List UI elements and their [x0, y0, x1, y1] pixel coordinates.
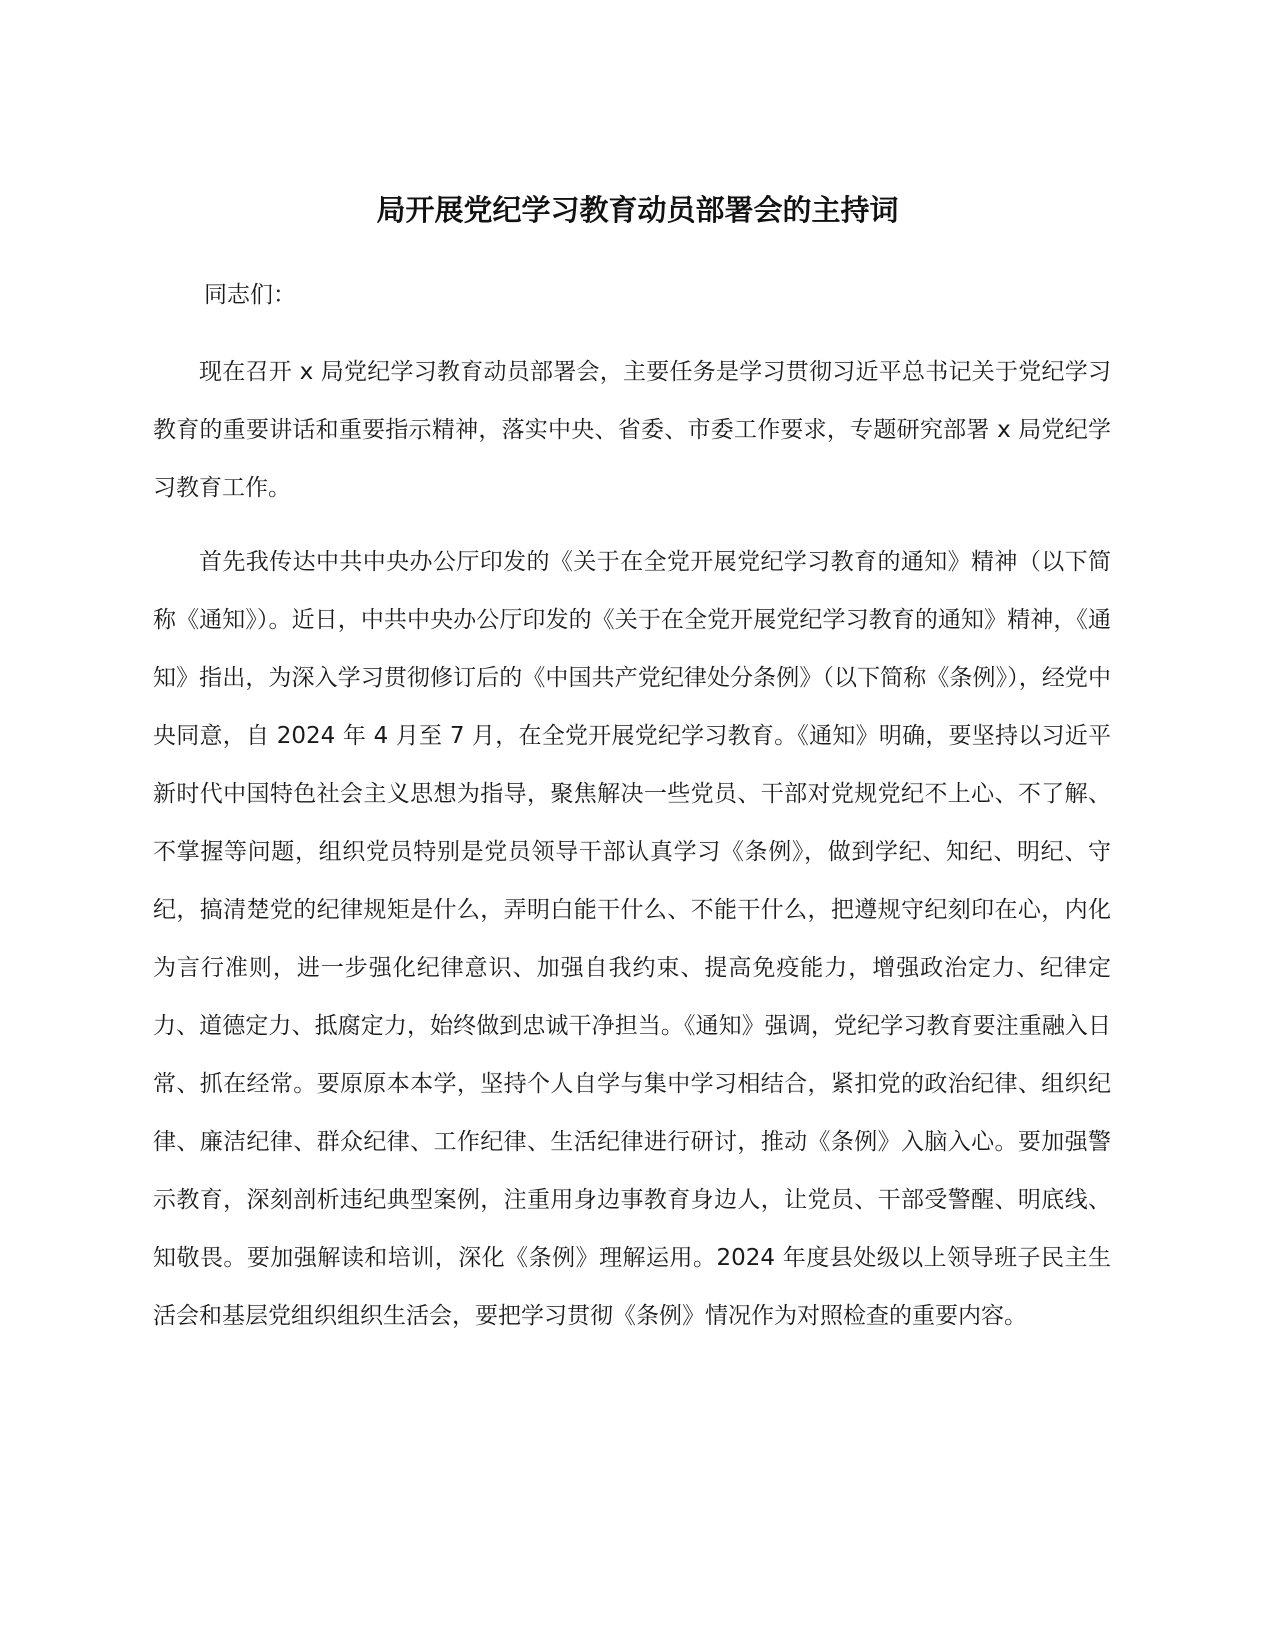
- paragraph-opening: 现在召开 x 局党纪学习教育动员部署会，主要任务是学习贯彻习近平总书记关于党纪学习教育的重要讲话和重要指示精神，落实中央、省委、市委工作要求，专题研究部署 x 局党纪学习教育工作。: [153, 359, 1111, 501]
- paragraph-notice: 首先我传达中共中央办公厅印发的《关于在全党开展党纪学习教育的通知》精神（以下简称《通知》）。近日，中共中央办公厅印发的《关于在全党开展党纪学习教育的通知》精神，《通知》指出，为深入学习贯彻修订后的《中国共产党纪律处分条例》（以下简称《条例》），经党中央同意，自 2024 年 4 月至 7 月，在全党开展党纪学习教育。《通知》明确，要坚持以习近平新时代中国特色社会主义思想为指导，聚焦解决一些党员、干部对党规党纪不上心、不了解、不掌握等问题，组织党员特别是党员领导干部认真学习《条例》，做到学纪、知纪、明纪、守纪，搞清楚党的纪律规矩是什么，弄明白能干什么、不能干什么，把遵规守纪刻印在心，内化为言行准则，进一步强化纪律意识、加强自我约束、提高免疫能力，增强政治定力、纪律定力、道德定力、抵腐定力，始终做到忠诚干净担当。《通知》强调，党纪学习教育要注重融入日常、抓在经常。要原原本本学，坚持个人自学与集中学习相结合，紧扣党的政治纪律、组织纪律、廉洁纪律、群众纪律、工作纪律、生活纪律进行研讨，推动《条例》入脑入心。要加强警示教育，深刻剖析违纪典型案例，注重用身边事教育身边人，让党员、干部受警醒、明底线、知敬畏。要加强解读和培训，深化《条例》理解运用。2024 年度县处级以上领导班子民主生活会和基层党组织组织生活会，要把学习贯彻《条例》情况作为对照检查的重要内容。: [153, 549, 1111, 1329]
- salutation: 同志们：: [204, 282, 296, 308]
- document-title: 局开展党纪学习教育动员部署会的主持词: [376, 193, 899, 227]
